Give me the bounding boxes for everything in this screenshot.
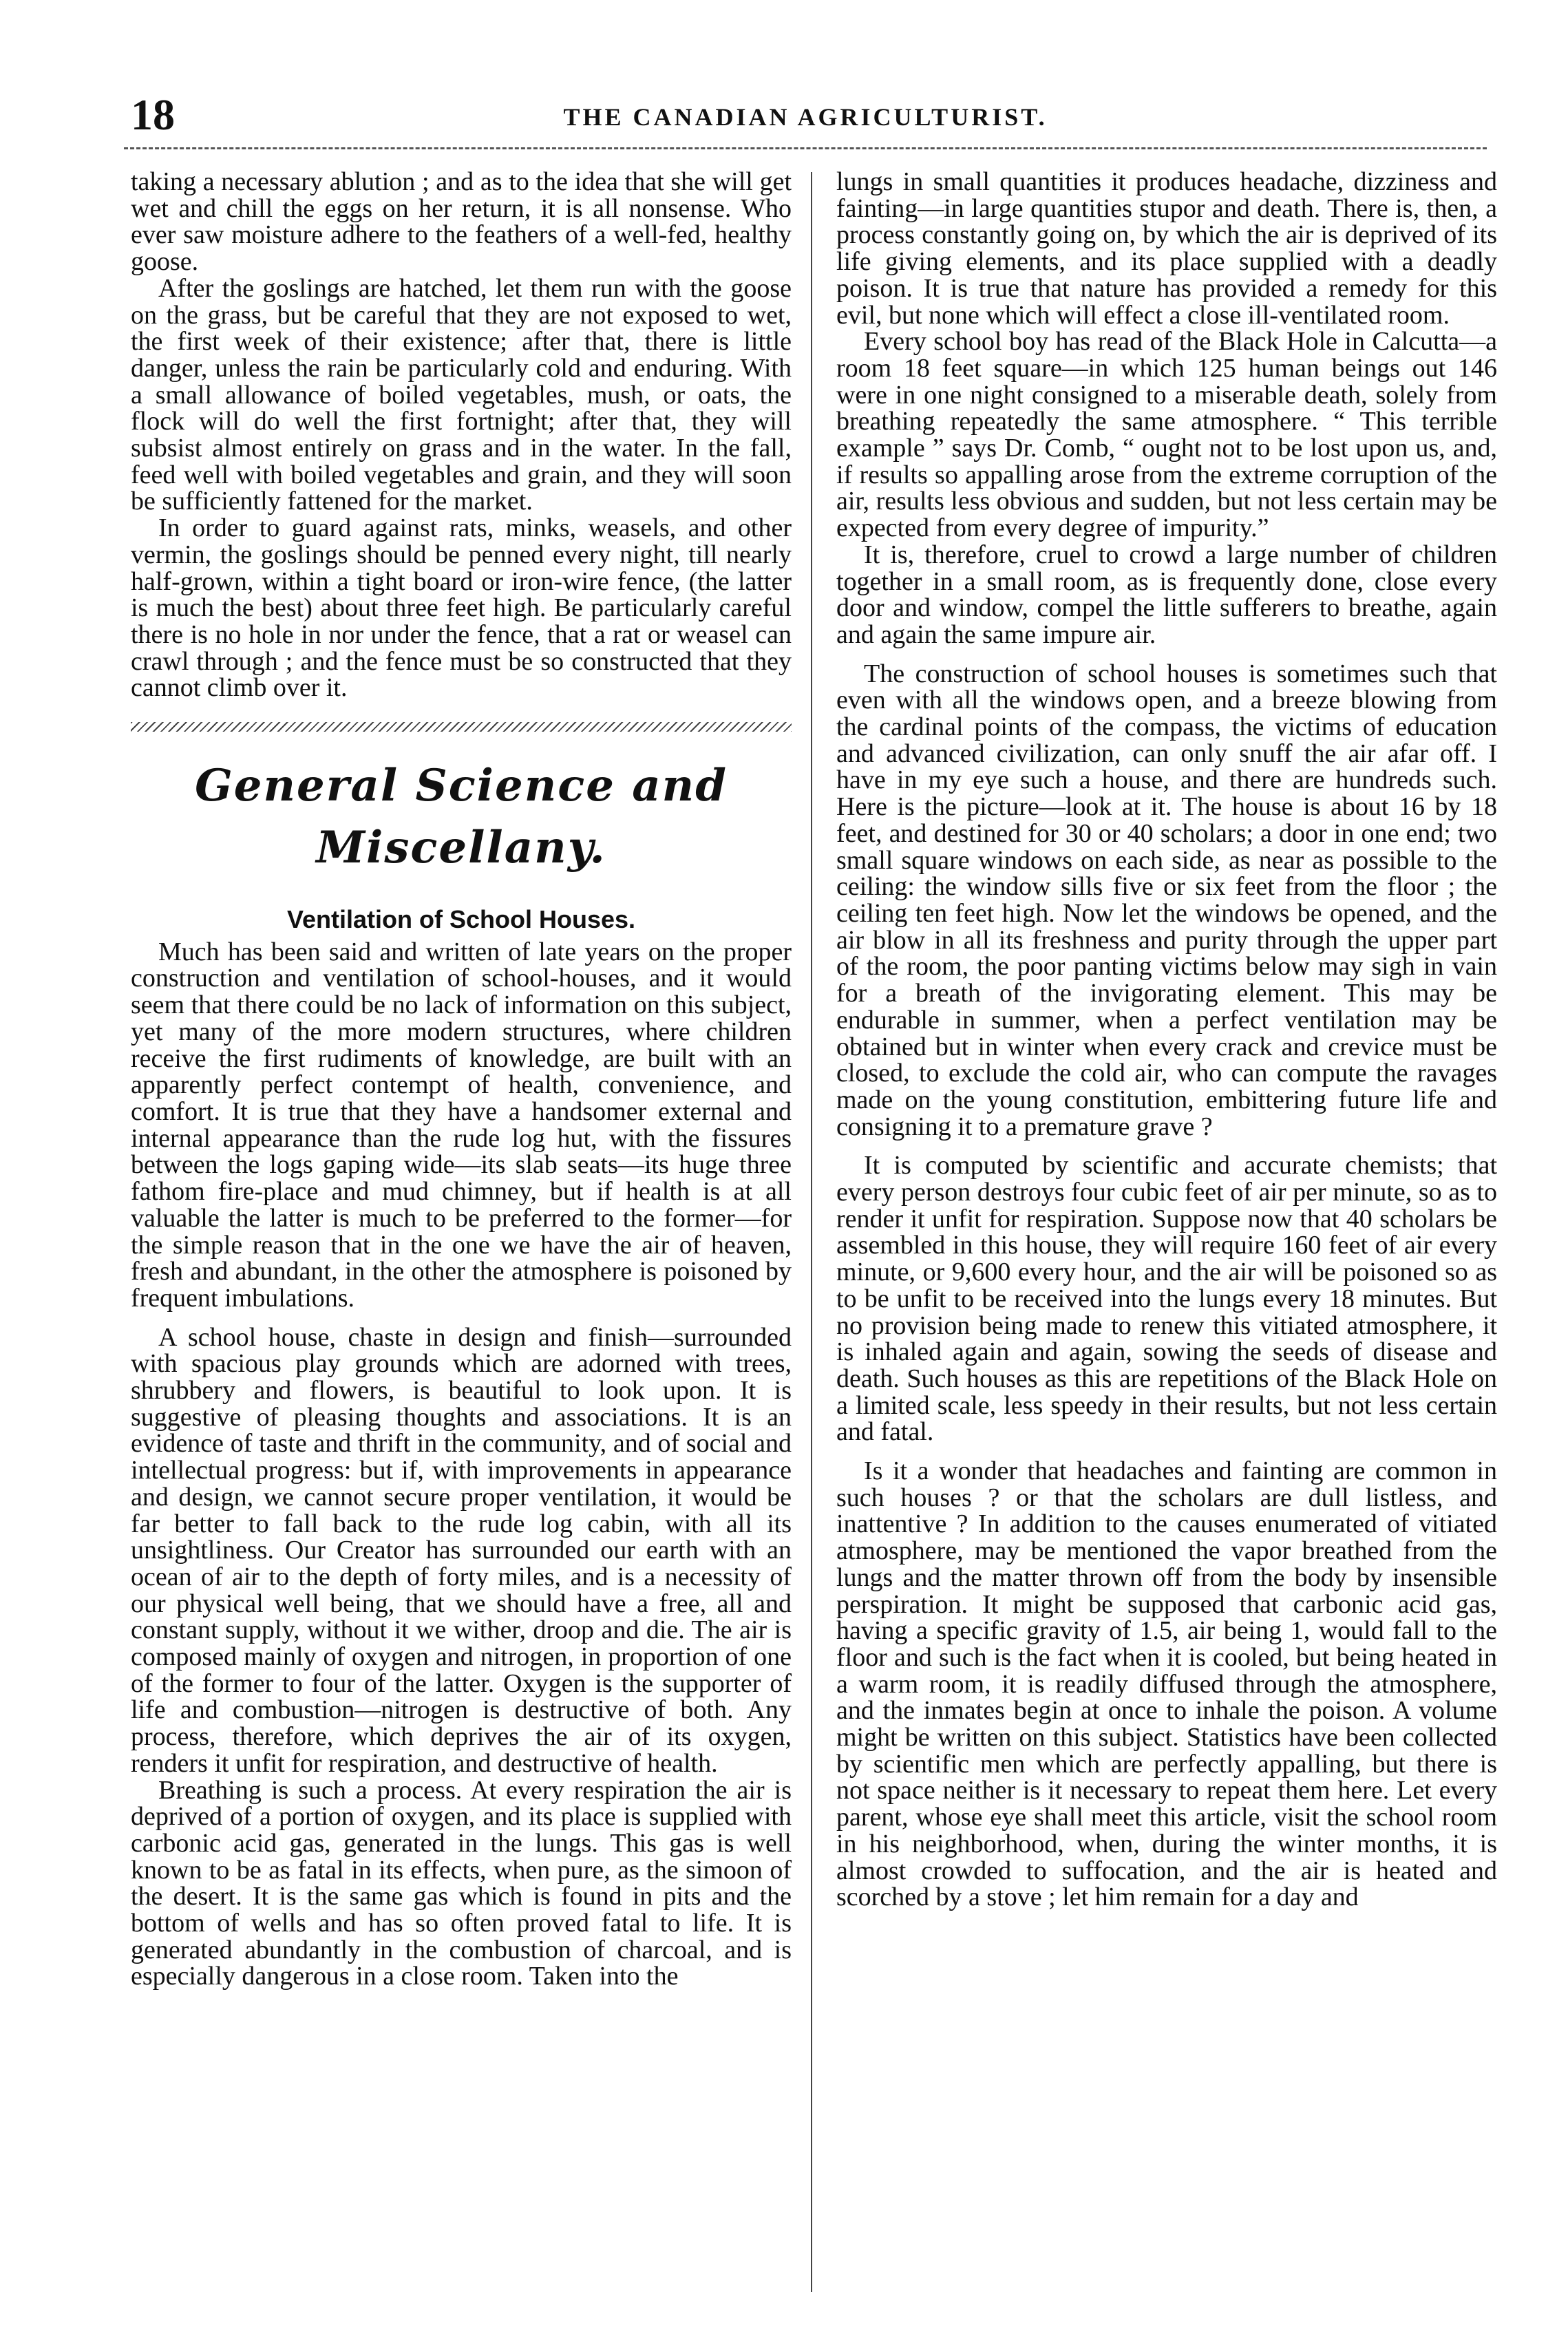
column-divider [811, 172, 812, 2292]
article-title: Ventilation of School Houses. [286, 905, 636, 934]
paragraph: Is it a wonder that headaches and fainting are common in such houses ? or that the scholars are dull listless, and inattentive ? In addition to the causes enumerated of vitiated atmosphere, may be mentioned the vapor breathed from the lungs and the matter thrown off from the body by insensible perspiration. It might be supposed that carbonic acid gas, having a specific gravity of 1.5, air being 1, would fall to the floor and such is the fact when it is cooled, but being heated in a warm room, it is readily diffused through the atmosphere, and the inmates begin at once to inhale the poison. A volume might be written on this subject. Statistics have been collected by scientific men which are perfectly appalling, but there is not space neither is it necessary to repeat them here. Let every parent, whose eye shall meet this article, visit the school room in his neighborhood, when, during the winter months, it is almost crowded to suffocation, and the air is heated and scorched by a stove ; let him remain for a day and [836, 1456, 1497, 1912]
page-header [124, 91, 1487, 139]
page-number: 18 [131, 90, 175, 139]
right-column [836, 169, 1497, 1911]
running-title: THE CANADIAN AGRICULTURIST. [563, 103, 1048, 131]
ornamental-divider [131, 722, 792, 732]
section-heading: General Science and Miscellany. [195, 760, 728, 874]
paragraph: The construction of school houses is sometimes such that even with all the windows open, and a breeze blowing from the cardinal points of the compass, the victims of education and advanced civilization, can only snuff the air afar off. I have in my eye such a house, and there are hundreds such. Here is the picture—look at it. The house is about 16 by 18 feet, and destined for 30 or 40 scholars; a door in one end; two small square windows on each side, as near as possible to the ceiling: the window sills five or six feet from the floor ; the ceiling ten feet high. Now let the windows be opened, and the air blow in all its freshness and purity through the upper part of the room, the poor panting victims below may sigh in vain for a breath of the invigorating element. This may be endurable in summer, when a perfect ventilation may be obtained but in winter when every crack and crevice must be closed, to exclude the cold air, who can compute the ravages made on the young constitution, embittering future life and consigning it to a premature grave ? [836, 659, 1497, 1141]
paragraph: Much has been said and written of late years on the proper construction and ventilation of school-houses, and it would seem that there could be no lack of information on this subject, yet many of the more modern structures, where children receive the first rudiments of knowledge, are built with an apparently perfect contempt of health, convenience, and comfort. It is true that they have a handsomer external and internal appearance than the rude log hut, with the fissures between the logs gaping wide—its slab seats—its huge three fathom fire-place and mud chimney, but if health is at all valuable the latter is much to be preferred to the former—for the simple reason that in the one we have the air of heaven, fresh and abundant, in the other the atmosphere is poisoned by frequent imbulations. [131, 937, 792, 1313]
paragraph: After the goslings are hatched, let them run with the goose on the grass, but be careful that they are not exposed to wet, the first week of their existence; after that, there is little danger, unless the rain be particularly cold and enduring. With a small allowance of boiled vegetables, mush, or oats, the flock will do well the first fortnight; after that, they will subsist almost entirely on grass and in the water. In the fall, feed well with boiled vegetables and grain, and they will soon be sufficiently fattened for the market. [131, 273, 792, 516]
left-column [131, 169, 792, 1990]
paragraph: It is computed by scientific and accurate chemists; that every person destroys four cubic feet of air per minute, so as to render it unfit for respiration. Suppose now that 40 scholars be assembled in this house, they will require 160 feet of air every minute, or 9,600 every hour, and the air will be poisoned so as to be unfit to be received into the lungs every 18 minutes. But no provision being made to renew this vitiated atmosphere, it is inhaled again and again, sowing the seeds of disease and death. Such houses as this are repetitions of the Black Hole on a limited scale, less speedy in their results, but not less certain and fatal. [836, 1151, 1497, 1447]
paragraph: A school house, chaste in design and finish—surrounded with spacious play grounds which are adorned with trees, shrubbery and flowers, is beautiful to look upon. It is suggestive of pleasing thoughts and associations. It is an evidence of taste and thrift in the community, and of social and intellectual progress: but if, with improvements in appearance and design, we cannot secure proper ventilation, it would be far better to fall back to the rude log cabin, with all its unsightliness. Our Creator has surrounded our earth with an ocean of air to the depth of forty miles, and is a necessity of our physical well being, that we should have a free, all and constant supply, without it we wither, droop and die. The air is composed mainly of oxygen and nitrogen, in proportion of one of the former to four of the latter. Oxygen is the supporter of life and combustion—nitrogen is destructive of both. Any process, therefore, which deprives the air of its oxygen, renders it unfit for respiration, and destructive of health. [131, 1322, 792, 1778]
paragraph: Every school boy has read of the Black Hole in Calcutta—a room 18 feet square—in which 125 human beings out 146 were in one night consigned to a miserable death, solely from breathing repeatedly the same atmosphere. “ This terrible example ” says Dr. Comb, “ ought not to be lost upon us, and, if results so appalling arose from the extreme corruption of the air, results less obvious and sudden, but not less certain may be expected from every degree of impurity.” [836, 327, 1497, 543]
header-rule [124, 147, 1487, 149]
paragraph: Breathing is such a process. At every respiration the air is deprived of a portion of oxygen, and its place is supplied with carbonic acid gas, generated in the lungs. This gas is well known to be as fatal in its effects, when pure, as the simoon of the desert. It is the same gas which is found in pits and the bottom of wells and has so often proved fatal to life. It is generated abundantly in the combustion of charcoal, and is especially dangerous in a close room. Taken into the [131, 1775, 792, 1991]
paragraph: In order to guard against rats, minks, weasels, and other vermin, the goslings should be penned every night, till nearly half-grown, within a tight board or iron-wire fence, (the latter is much the best) about three feet high. Be particularly careful there is no hole in nor under the fence, that a rat or weasel can crawl through ; and the fence must be so constructed that they cannot climb over it. [131, 513, 792, 703]
paragraph: lungs in small quantities it produces headache, dizziness and fainting—in large quantities stupor and death. There is, then, a process constantly going on, by which the air is deprived of its life giving elements, and its place supplied with a deadly poison. It is true that nature has provided a remedy for this evil, but none which will effect a close ill-ventilated room. [836, 167, 1497, 330]
paragraph: It is, therefore, cruel to crowd a large number of children together in a small room, as is frequently done, close every door and window, compel the little sufferers to breathe, again and again the same impure air. [836, 540, 1497, 649]
paragraph: taking a necessary ablution ; and as to the idea that she will get wet and chill the eggs on her return, it is all nonsense. Who ever saw moisture adhere to the feathers of a well-fed, healthy goose. [131, 167, 792, 277]
